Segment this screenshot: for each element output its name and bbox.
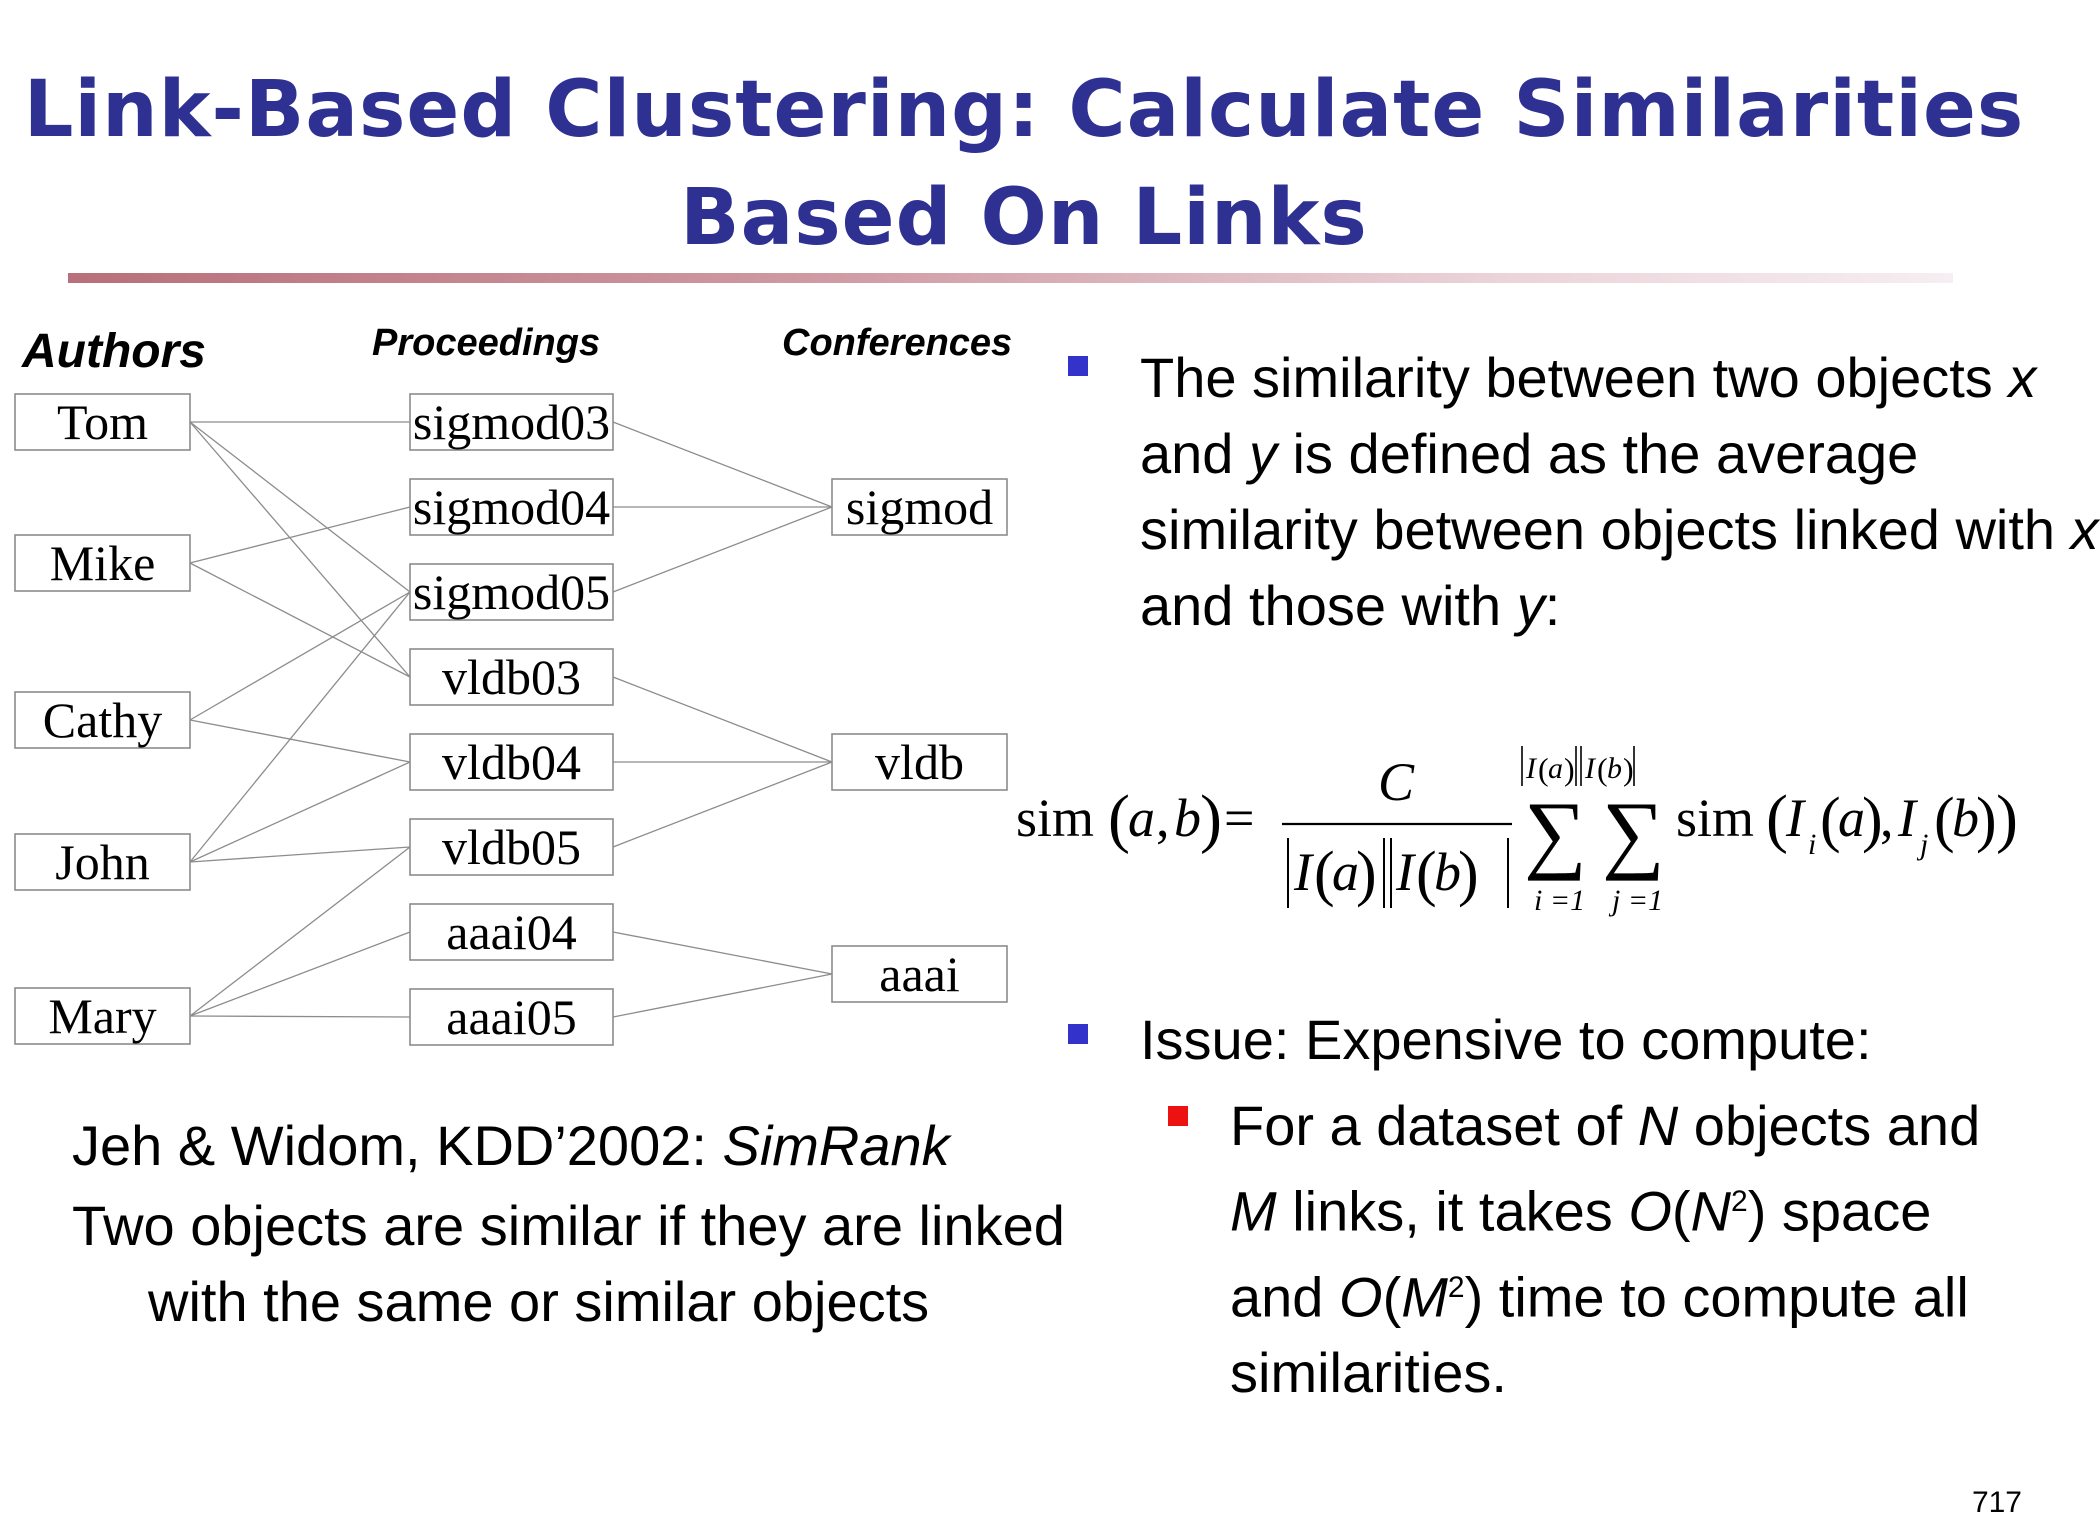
svg-text:I: I xyxy=(1294,842,1312,902)
sub-bullet-marker xyxy=(1168,1106,1188,1126)
page-number: 717 xyxy=(1971,1486,2022,1519)
author-proceeding-edge xyxy=(190,563,410,677)
proceeding-node-label: aaai04 xyxy=(446,904,577,960)
proceeding-conference-edge xyxy=(613,932,832,974)
bullet-text: The similarity between two objects x and y is defined as the average similarity between objects linked with x and those with y: xyxy=(1140,346,2099,637)
proceeding-node-label: aaai05 xyxy=(446,989,577,1045)
svg-text:a: a xyxy=(1838,788,1865,848)
proceeding-conference-edge xyxy=(613,507,832,592)
proceeding-node-label: vldb03 xyxy=(442,649,581,705)
svg-text:): ) xyxy=(1623,751,1634,787)
proceeding-conference-edge xyxy=(613,974,832,1017)
link-graph xyxy=(0,0,1040,1080)
proceeding-conference-edge xyxy=(613,422,832,507)
proceeding-node-label: vldb05 xyxy=(442,819,581,875)
author-node-label: John xyxy=(55,834,150,890)
proceeding-node-label: sigmod03 xyxy=(412,394,611,450)
authors-header: Authors xyxy=(22,325,206,378)
svg-text:b: b xyxy=(1607,752,1622,785)
svg-text:b: b xyxy=(1952,788,1979,848)
svg-text:(: ( xyxy=(1766,782,1788,855)
author-node-label: Cathy xyxy=(42,692,163,748)
svg-text:): ) xyxy=(1862,786,1883,854)
svg-text:I: I xyxy=(1396,842,1414,902)
bullet-marker xyxy=(1068,356,1088,376)
slide-title-line-2: Based On Links xyxy=(680,173,1368,263)
svg-text:I: I xyxy=(1585,752,1595,785)
proceeding-node-label: vldb04 xyxy=(442,734,581,790)
bullet-issue-text: Issue: Expensive to compute: xyxy=(1140,1008,1872,1071)
proceedings-header: Proceedings xyxy=(372,322,601,364)
proceeding-conference-edge xyxy=(613,762,832,847)
author-node-label: Mary xyxy=(48,988,157,1044)
svg-text:): ) xyxy=(1200,782,1222,855)
formula-constant-c: C xyxy=(1378,752,1415,812)
sub-bullet-text: For a dataset of N objects and M links, it takes $O(N^2)$ space and $O(M^2)$ time to compute all similarities. xyxy=(1230,1094,1981,1405)
svg-text:(: ( xyxy=(1314,840,1335,908)
conference-node-label: sigmod xyxy=(845,479,994,535)
proceeding-conference-edge xyxy=(613,677,832,762)
svg-text:(: ( xyxy=(1820,786,1841,854)
author-proceeding-edge xyxy=(190,762,410,862)
proceeding-node-label: sigmod05 xyxy=(412,564,611,620)
svg-text:(: ( xyxy=(1934,786,1955,854)
author-proceeding-edge xyxy=(190,847,410,1016)
svg-text:I: I xyxy=(1898,788,1916,848)
svg-text:a: a xyxy=(1332,842,1359,902)
formula-sim-lhs: sim xyxy=(1016,788,1095,848)
formula-equals: = xyxy=(1224,788,1255,848)
svg-text:a: a xyxy=(1548,752,1563,785)
author-proceeding-edge xyxy=(190,932,410,1016)
svg-text:(: ( xyxy=(1597,751,1608,787)
svg-text:): ) xyxy=(1356,840,1377,908)
author-proceeding-edge xyxy=(190,422,410,592)
conference-node-label: aaai xyxy=(879,946,960,1002)
simrank-description: Two objects are similar if they are linked with the same or similar objects xyxy=(72,1194,1065,1333)
svg-text:): ) xyxy=(1564,751,1575,787)
svg-text:,: , xyxy=(1156,788,1170,848)
svg-text:j: j xyxy=(1920,828,1929,861)
svg-text:,: , xyxy=(1880,788,1894,848)
svg-text:I: I xyxy=(1526,752,1536,785)
svg-text:(: ( xyxy=(1416,840,1437,908)
svg-text:b: b xyxy=(1434,842,1461,902)
conferences-header: Conferences xyxy=(782,322,1013,364)
author-proceeding-edge xyxy=(190,1016,410,1017)
svg-text:): ) xyxy=(1458,840,1479,908)
svg-text:): ) xyxy=(1976,786,1997,854)
svg-text:i: i xyxy=(1808,828,1817,861)
proceeding-node-label: sigmod04 xyxy=(412,479,611,535)
sum-i-lower-limit: i =1 xyxy=(1534,884,1586,917)
svg-text:(: ( xyxy=(1538,751,1549,787)
author-node-label: Mike xyxy=(49,535,156,591)
simrank-formula xyxy=(1010,740,2040,920)
svg-text:I: I xyxy=(1786,788,1804,848)
formula-sim-rhs: sim xyxy=(1676,788,1755,848)
formula-a: a xyxy=(1128,788,1155,848)
author-node-label: Tom xyxy=(57,394,148,450)
svg-text:): ) xyxy=(1996,782,2018,855)
author-proceeding-edge xyxy=(190,592,410,720)
author-proceeding-edge xyxy=(190,592,410,862)
simrank-reference: Jeh & Widom, KDD’2002: SimRank xyxy=(72,1114,950,1177)
sum-i-symbol: ∑ xyxy=(1524,785,1587,882)
sum-j-symbol: ∑ xyxy=(1602,785,1665,882)
bullet-marker xyxy=(1068,1024,1088,1044)
formula-b: b xyxy=(1174,788,1201,848)
sum-j-lower-limit: j =1 xyxy=(1612,884,1664,917)
conference-node-label: vldb xyxy=(875,734,964,790)
author-proceeding-edge xyxy=(190,422,410,677)
author-proceeding-edge xyxy=(190,507,410,563)
simrank-note xyxy=(72,1108,1072,1340)
author-proceeding-edge xyxy=(190,847,410,862)
slide-title-line-1: Link-Based Clustering: Calculate Similarities xyxy=(23,65,2025,155)
svg-text:(: ( xyxy=(1108,782,1130,855)
